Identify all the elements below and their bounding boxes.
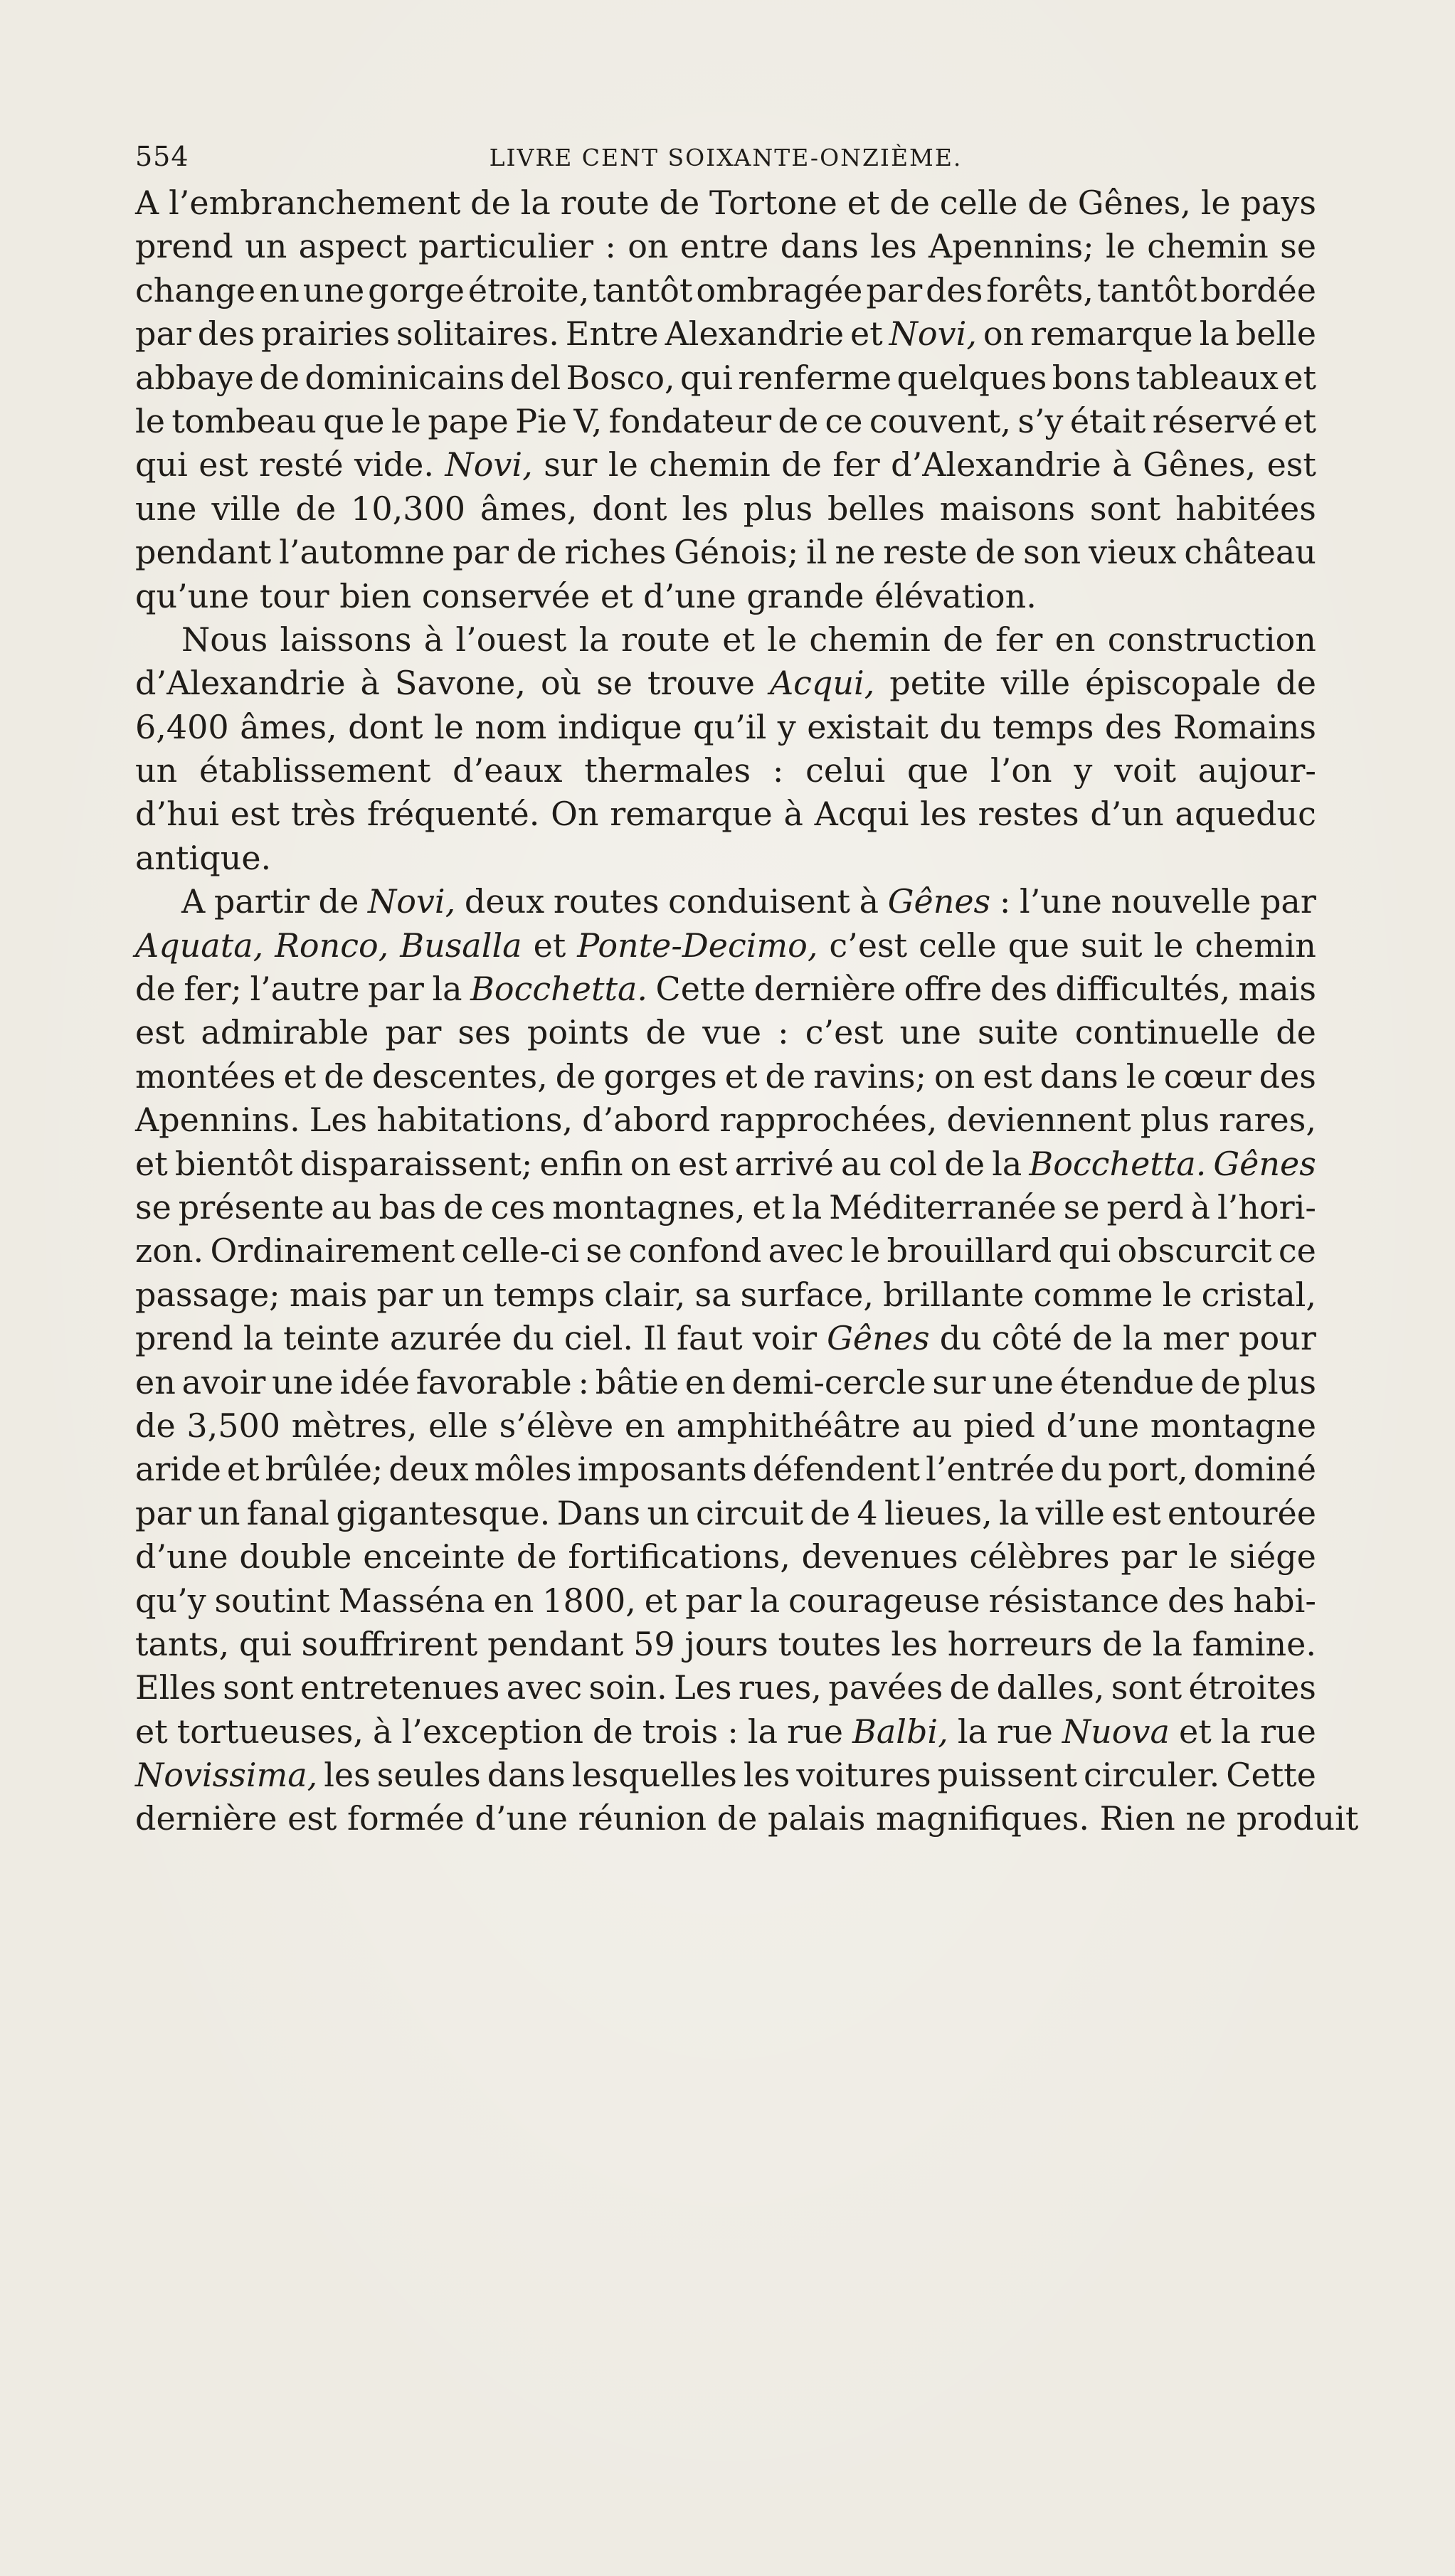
page-header (135, 141, 1316, 176)
text-line: qu’y soutint Masséna en 1800, et par la courageuse résistance des habi- (135, 1581, 1316, 1620)
text-line: est admirable par ses points de vue : c’est une suite continuelle de (135, 1013, 1316, 1052)
text-line: aride et brûlée; deux môles imposants défendent l’entrée du port, dominé (135, 1450, 1316, 1489)
text-line: Apennins. Les habitations, d’abord rapprochées, deviennent plus rares, (135, 1101, 1316, 1140)
text-line: le tombeau que le pape Pie V, fondateur de ce couvent, s’y était réservé et (135, 401, 1316, 440)
text-line: Nous laissons à l’ouest la route et le chemin de fer en construction (181, 620, 1316, 659)
text-line: A partir de Novi, deux routes conduisent à Gênes : l’une nouvelle par (181, 882, 1316, 921)
text-line: tants, qui souffrirent pendant 59 jours toutes les horreurs de la famine. (135, 1624, 1316, 1663)
text-line: par un fanal gigantesque. Dans un circuit de 4 lieues, la ville est entourée (135, 1493, 1316, 1532)
text-line: en avoir une idée favorable : bâtie en demi-cercle sur une étendue de plus (135, 1362, 1316, 1401)
text-line: par des prairies solitaires. Entre Alexandrie et Novi, on remarque la belle (135, 314, 1316, 354)
text-line: d’hui est très fréquenté. On remarque à Acqui les restes d’un aqueduc (135, 795, 1316, 834)
text-line: prend la teinte azurée du ciel. Il faut voir Gênes du côté de la mer pour (135, 1319, 1316, 1358)
text-line: passage; mais par un temps clair, sa surface, brillante comme le cristal, (135, 1275, 1316, 1314)
text-line: 6,400 âmes, dont le nom indique qu’il y existait du temps des Romains (135, 707, 1316, 746)
text-line: se présente au bas de ces montagnes, et la Méditerranée se perd à l’hori- (135, 1187, 1316, 1226)
text-line: change en une gorge étroite, tantôt ombragée par des forêts, tantôt bordée (135, 270, 1316, 309)
text-line: une ville de 10,300 âmes, dont les plus belles maisons sont habitées (135, 489, 1316, 528)
text-line: montées et de descentes, de gorges et de ravins; on est dans le cœur des (135, 1056, 1316, 1096)
text-line: d’Alexandrie à Savone, où se trouve Acqui, petite ville épiscopale de (135, 664, 1316, 703)
text-line: pendant l’automne par de riches Génois; il ne reste de son vieux château (135, 533, 1316, 572)
text-line: zon. Ordinairement celle-ci se confond avec le brouillard qui obscurcit ce (135, 1231, 1316, 1271)
text-line: abbaye de dominicains del Bosco, qui renferme quelques bons tableaux et (135, 358, 1316, 397)
text-line: dernière est formée d’une réunion de palais magnifiques. Rien ne produit (135, 1799, 1359, 1838)
text-line: qu’une tour bien conservée et d’une grande élévation. (135, 576, 1037, 615)
text-line: et bientôt disparaissent; enfin on est arrivé au col de la Bocchetta. Gênes (135, 1144, 1316, 1183)
running-title: LIVRE CENT SOIXANTE-ONZIÈME. (489, 144, 963, 171)
text-line: qui est resté vide. Novi, sur le chemin de fer d’Alexandrie à Gênes, est (135, 445, 1316, 484)
text-line: Elles sont entretenues avec soin. Les rues, pavées de dalles, sont étroites (135, 1668, 1316, 1707)
text-line: A l’embranchement de la route de Tortone et de celle de Gênes, le pays (135, 184, 1316, 222)
text-line: d’une double enceinte de fortifications, devenues célèbres par le siége (135, 1537, 1316, 1576)
text-line: Aquata, Ronco, Busalla et Ponte-Decimo, c’est celle que suit le chemin (135, 926, 1316, 965)
body-text (135, 181, 1359, 1841)
text-line: et tortueuses, à l’exception de trois : la rue Balbi, la rue Nuova et la rue (135, 1712, 1316, 1751)
text-line: Novissima, les seules dans lesquelles les voitures puissent circuler. Cette (135, 1756, 1316, 1795)
text-line: de fer; l’autre par la Bocchetta. Cette dernière offre des difficultés, mais (135, 970, 1316, 1009)
page-number: 554 (135, 141, 189, 172)
text-line: de 3,500 mètres, elle s’élève en amphithéâtre au pied d’une montagne (135, 1406, 1316, 1445)
text-line: antique. (135, 838, 272, 877)
text-line: prend un aspect particulier : on entre dans les Apennins; le chemin se (135, 227, 1316, 266)
text-line: un établissement d’eaux thermales : celui que l’on y voit aujour- (135, 751, 1316, 790)
